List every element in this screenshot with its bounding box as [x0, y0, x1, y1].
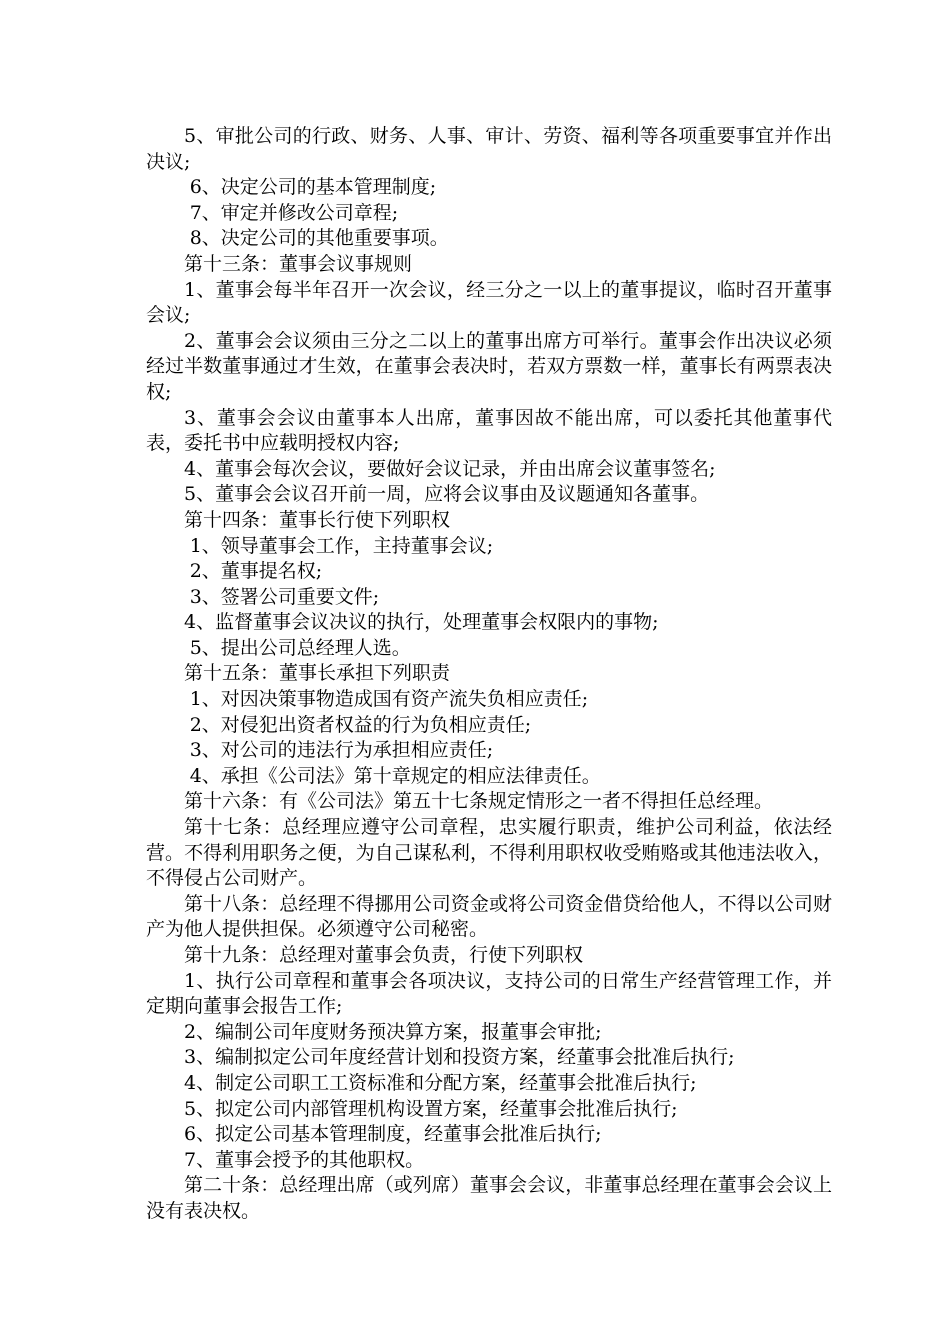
paragraph: 3、对公司的违法行为承担相应责任; [189, 739, 494, 762]
paragraph: 4、董事会每次会议，要做好会议记录，并由出席会议董事签名; [184, 457, 716, 480]
paragraph: 4、制定公司职工工资标准和分配方案，经董事会批准后执行; [184, 1071, 697, 1094]
paragraph: 4、承担《公司法》第十章规定的相应法律责任。 [189, 764, 601, 787]
paragraph: 5、审批公司的行政、财务、人事、审计、劳资、福利等各项重要事宜并作出决议; [146, 125, 832, 173]
paragraph: 1、对因决策事物造成国有资产流失负相应责任; [189, 688, 589, 711]
paragraph: 5、拟定公司内部管理机构设置方案，经董事会批准后执行; [184, 1097, 678, 1120]
paragraph: 第十八条：总经理不得挪用公司资金或将公司资金借贷给他人，不得以公司财产为他人提供担保。必须遵守公司秘密。 [146, 892, 832, 941]
paragraph: 第十六条：有《公司法》第五十七条规定情形之一者不得担任总经理。 [184, 790, 774, 813]
paragraph: 第十四条：董事长行使下列职权 [184, 508, 451, 531]
paragraph: 第十七条：总经理应遵守公司章程，忠实履行职责，维护公司利益，依法经营。不得利用职务之便，为自己谋私利，不得利用职权收受贿赂或其他违法收入，不得侵占公司财产。 [146, 816, 832, 890]
paragraph: 第十九条：总经理对董事会负责，行使下列职权 [184, 944, 584, 966]
paragraph: 1、执行公司章程和董事会各项决议，支持公司的日常生产经营管理工作，并定期向董事会报告工作; [146, 969, 832, 1018]
paragraph: 2、董事提名权; [189, 560, 323, 583]
paragraph: 6、决定公司的基本管理制度; [189, 176, 437, 199]
paragraph: 7、董事会授予的其他职权。 [184, 1148, 425, 1171]
paragraph: 3、编制拟定公司年度经营计划和投资方案，经董事会批准后执行; [184, 1046, 735, 1069]
paragraph: 第十五条：董事长承担下列职责 [184, 662, 451, 685]
paragraph: 3、签署公司重要文件; [189, 585, 380, 608]
paragraph: 2、对侵犯出资者权益的行为负相应责任; [189, 713, 532, 736]
paragraph: 第二十条：总经理出席（或列席）董事会会议，非董事总经理在董事会会议上没有表决权。 [146, 1174, 832, 1222]
paragraph: 1、领导董事会工作，主持董事会议; [189, 534, 494, 557]
paragraph: 5、董事会会议召开前一周，应将会议事由及议题通知各董事。 [184, 483, 710, 506]
paragraph: 3、董事会会议由董事本人出席，董事因故不能出席，可以委托其他董事代表，委托书中应载明授权内容; [146, 406, 832, 455]
paragraph: 2、董事会会议须由三分之二以上的董事出席方可举行。董事会作出决议必须经过半数董事通过才生效，在董事会表决时，若双方票数一样，董事长有两票表决权; [146, 329, 832, 403]
paragraph: 8、决定公司的其他重要事项。 [189, 227, 449, 250]
paragraph: 5、提出公司总经理人选。 [189, 636, 411, 659]
paragraph: 7、审定并修改公司章程; [189, 201, 399, 224]
paragraph: 第十三条：董事会议事规则 [184, 252, 413, 275]
paragraph: 6、拟定公司基本管理制度，经董事会批准后执行; [184, 1123, 602, 1146]
paragraph: 4、监督董事会议决议的执行，处理董事会权限内的事物; [184, 611, 659, 634]
paragraph: 2、编制公司年度财务预决算方案，报董事会审批; [184, 1020, 602, 1043]
paragraph: 1、董事会每半年召开一次会议，经三分之一以上的董事提议，临时召开董事会议; [146, 278, 832, 327]
document-body [146, 124, 832, 1225]
